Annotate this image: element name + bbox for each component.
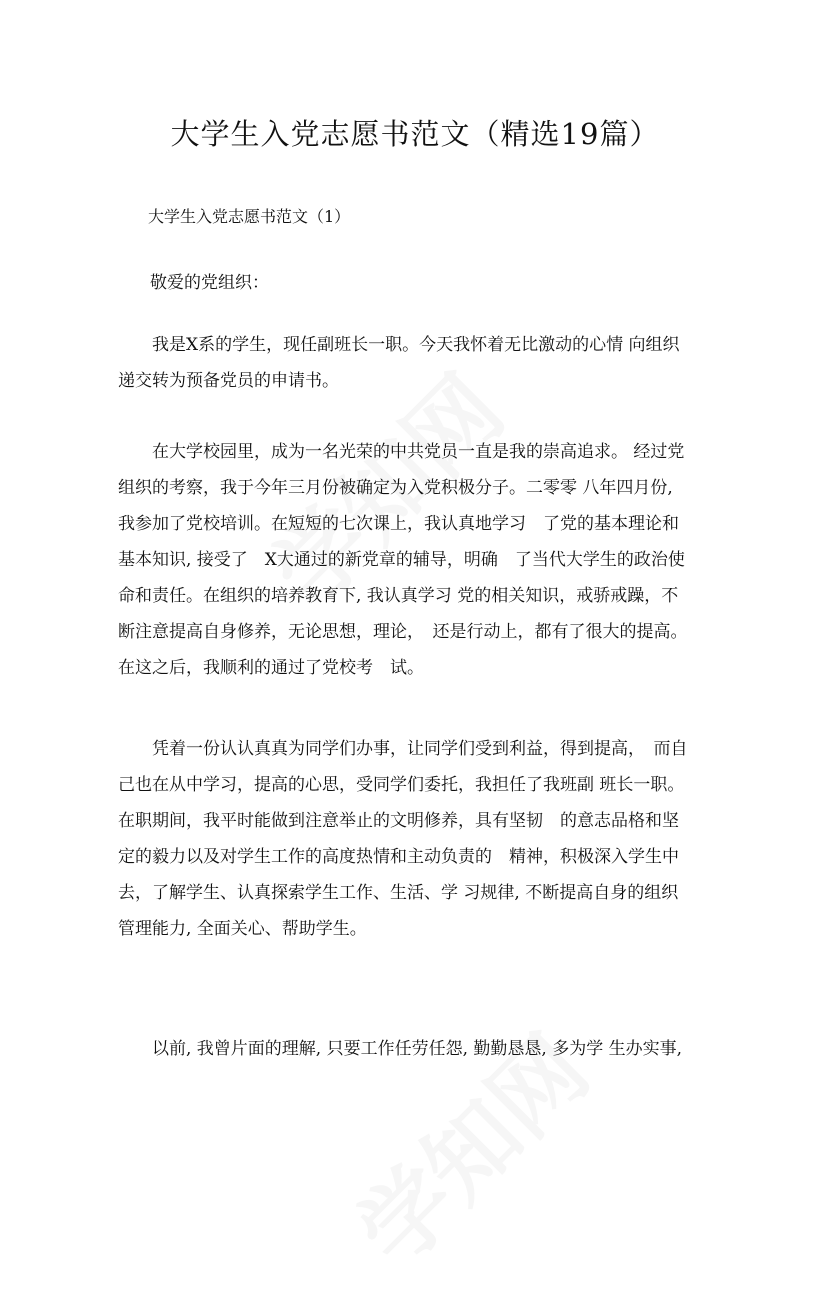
document-title: 大学生入党志愿书范文（精选19篇） (170, 117, 660, 151)
paragraph-line: 去，了解学生、认真探索学生工作、生活、学 习规律, 不断提高自身的组织 (118, 883, 679, 903)
paragraph-2 (118, 434, 718, 686)
paragraph-line: 在这之后，我顺利的通过了党校考 试。 (118, 658, 424, 678)
paragraph-line: 在职期间，我平时能做到注意举止的文明修养，具有坚韧 的意志品格和坚 (118, 811, 679, 831)
paragraph-line: 我参加了党校培训。在短短的七次课上，我认真地学习 了党的基本理论和 (118, 514, 679, 534)
paragraph-line: 组织的考察，我于今年三月份被确定为入党积极分子。二零零 八年四月份, (118, 478, 673, 498)
paragraph-line: 定的毅力以及对学生工作的高度热情和主动负责的 精神，积极深入学生中 (118, 847, 679, 867)
paragraph-line: 命和责任。在组织的培养教育下, 我认真学习 党的相关知识，戒骄戒躁，不 (118, 586, 679, 606)
paragraph-line: 以前, 我曾片面的理解, 只要工作任劳任怨, 勤勤恳恳, 多为学 生办实事, (118, 1039, 683, 1059)
greeting (118, 265, 718, 301)
paragraph-line: 凭着一份认认真真为同学们办事，让同学们受到利益，得到提高， 而自 (118, 739, 688, 759)
paragraph-1 (118, 327, 718, 399)
paragraph-line: 管理能力, 全面关心、帮助学生。 (118, 919, 367, 939)
greeting-text: 敬爱的党组织： (150, 273, 269, 293)
paragraph-line: 断注意提高自身修养，无论思想，理论， 还是行动上，都有了很大的提高。 (118, 622, 688, 642)
paragraph-4 (118, 1031, 718, 1067)
paragraph-line: 己也在从中学习，提高的心思，受同学们委托，我担任了我班副 班长一职。 (118, 775, 685, 795)
paragraph-line: 递交转为预备党员的申请书。 (118, 371, 339, 391)
paragraph-3 (118, 731, 718, 947)
paragraph-line: 在大学校园里，成为一名光荣的中共党员一直是我的崇高追求。 经过党 (118, 442, 685, 462)
paragraph-line: 基本知识, 接受了 X大通过的新党章的辅导，明确 了当代大学生的政治使 (118, 550, 685, 570)
paragraph-line: 我是X系的学生，现任副班长一职。今天我怀着无比激动的心情 向组织 (118, 335, 680, 355)
section-heading: 大学生入党志愿书范文（1） (148, 207, 351, 226)
